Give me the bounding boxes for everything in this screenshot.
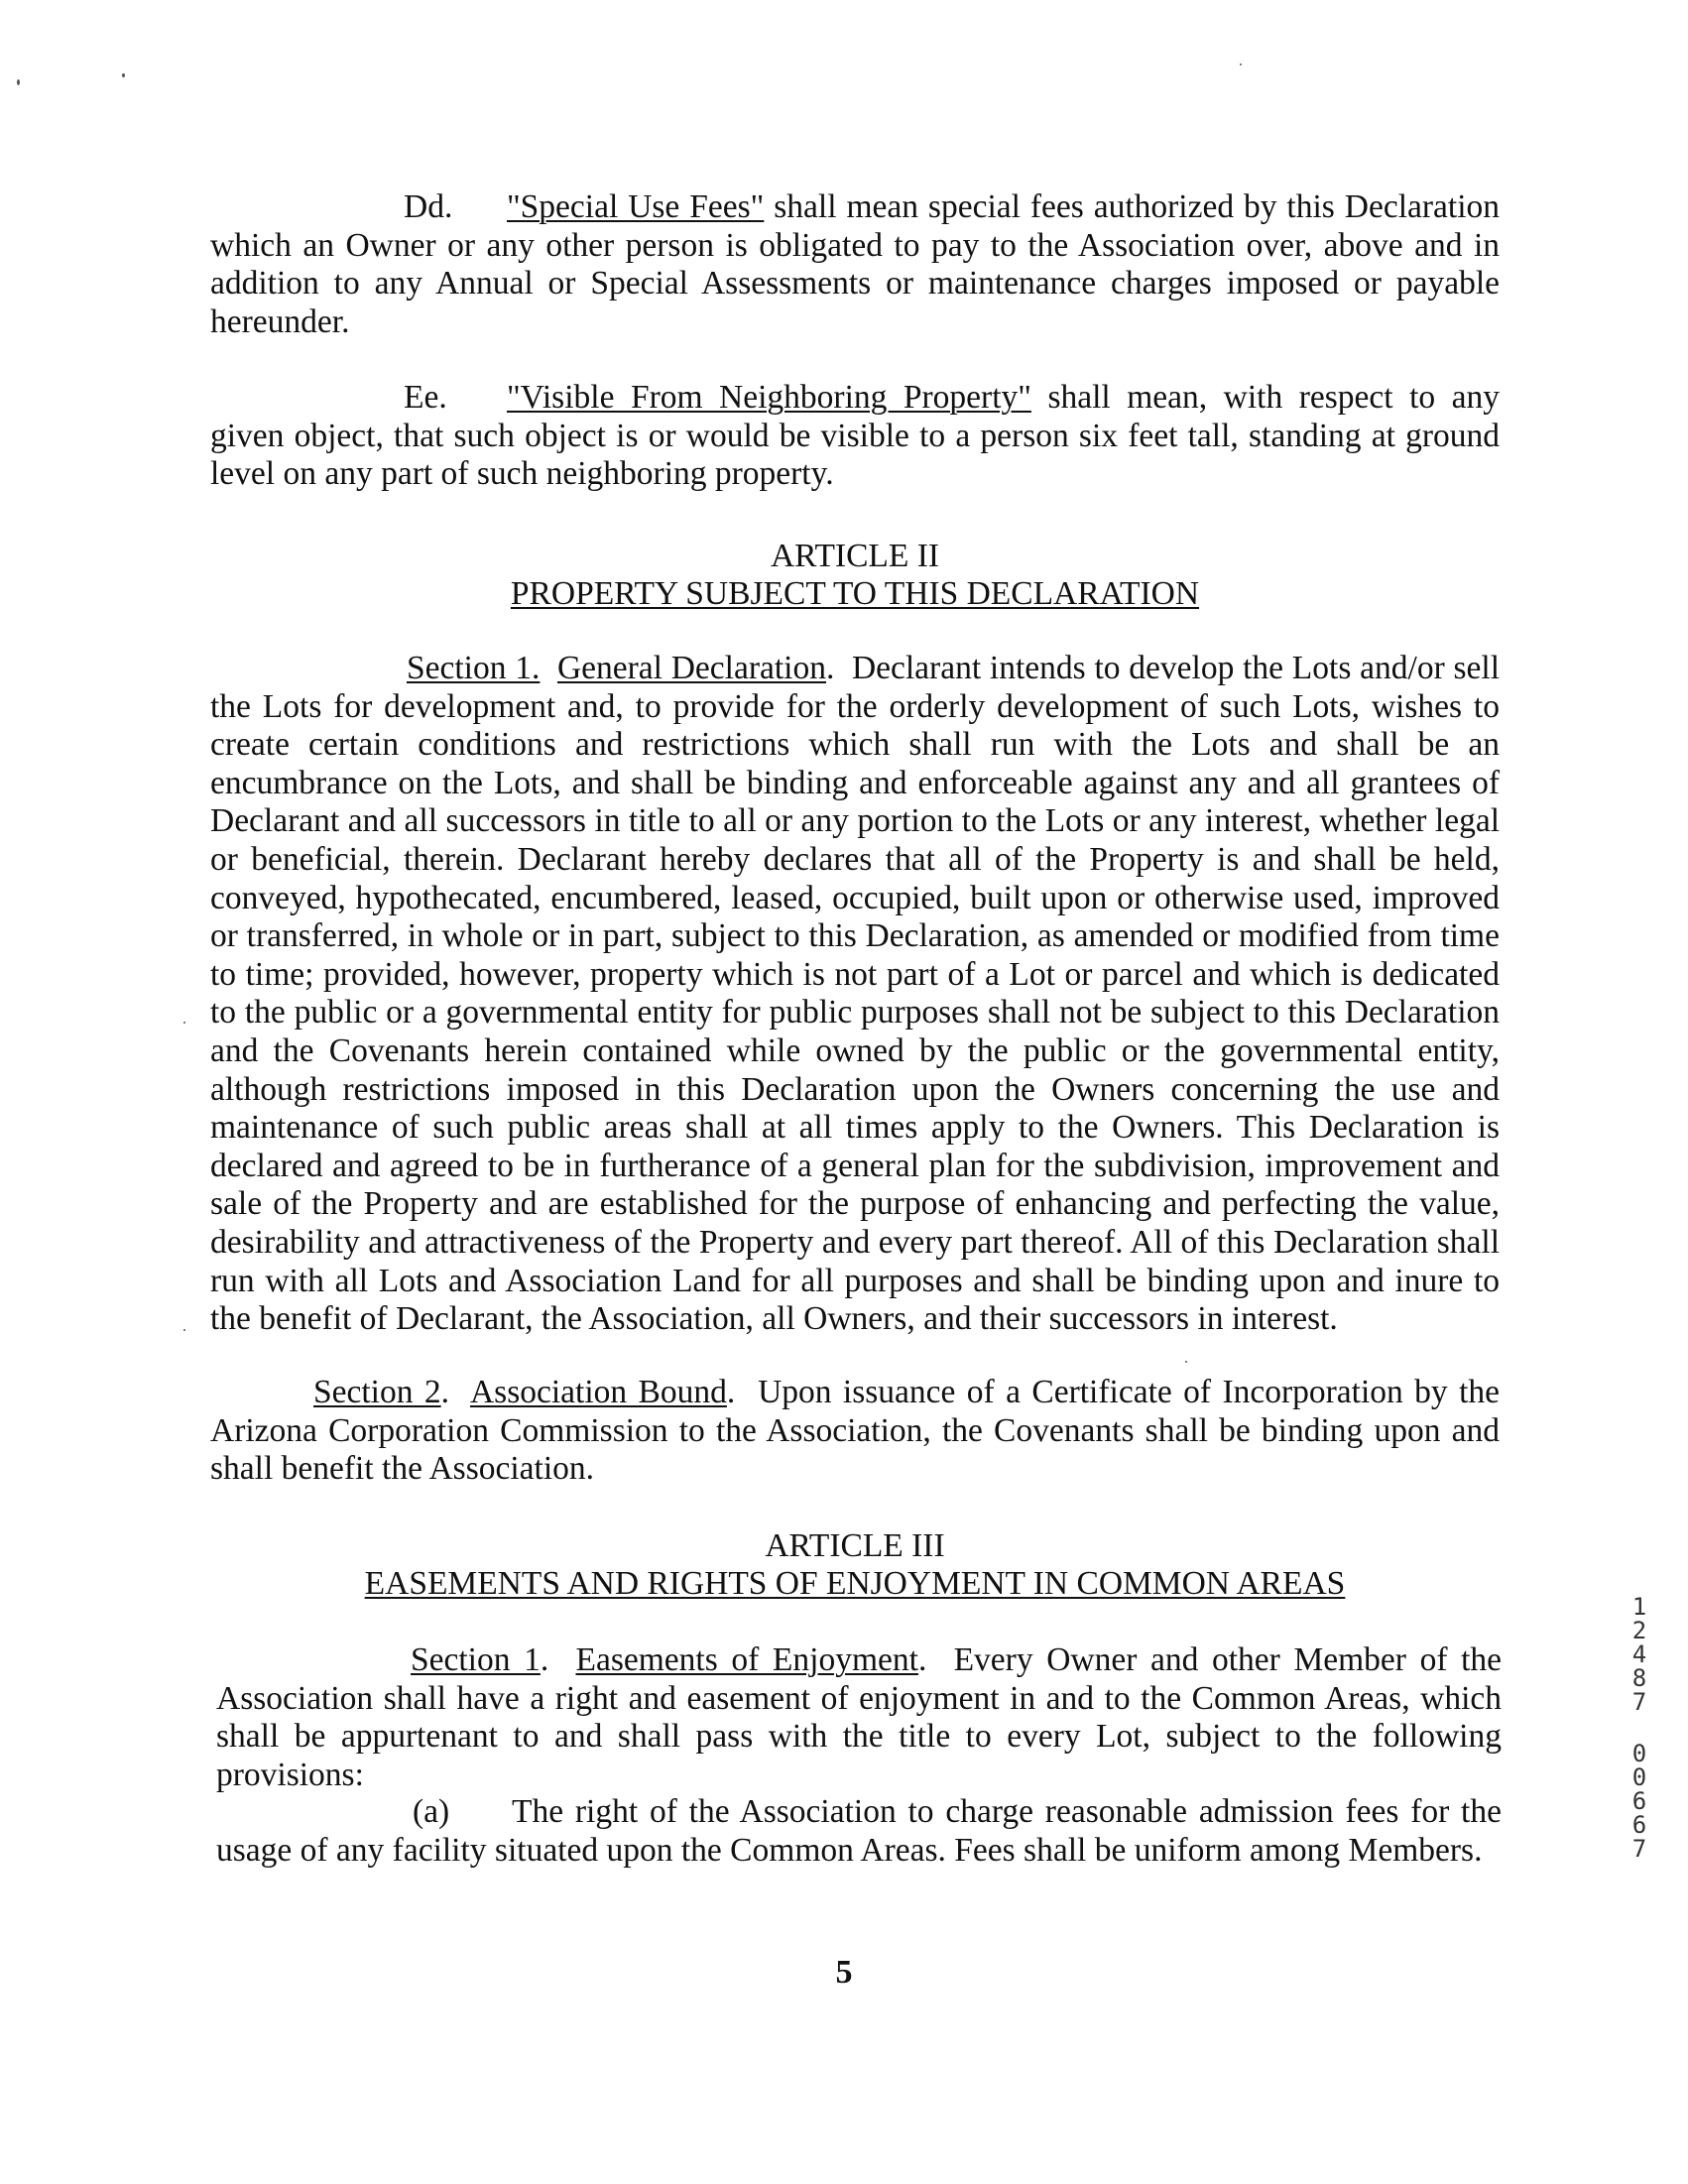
article-2-section-2: Section 2. Association Bound. Upon issuance of a Certificate of Incorporation by the Arizona Corporation Commission to the Association, the Covenants shall be binding upon and shall benefit the Association.: [210, 1374, 1501, 1488]
article-3-subtitle: EASEMENTS AND RIGHTS OF ENJOYMENT IN COMMON AREAS: [364, 1565, 1346, 1602]
definition-dd: [210, 188, 1500, 341]
definition-ee-text: shall mean, with respect to any given object, that such object is or would be visible to a person six feet tall, standing at ground level on any part of such neighboring property.: [210, 379, 1501, 493]
article-2-section-1-heading: General Declaration: [556, 650, 826, 686]
article-2-subtitle: PROPERTY SUBJECT TO THIS DECLARATION: [510, 575, 1200, 612]
scan-speck: [17, 79, 20, 85]
article-2-section-2-text: Upon issuance of a Certificate of Incorporation by the Arizona Corporation Commission to the Association, the Covenants shall be binding upon and shall benefit the Association.: [210, 1374, 1501, 1488]
definition-dd-text: shall mean special fees authorized by this Declaration which an Owner or any other person is obligated to pay to the Association over, above and in addition to any Annual or Special Assessments or maintenance charges imposed or payable hereunder.: [210, 188, 1501, 340]
article-3-item-a: [216, 1793, 1502, 1870]
article-3-item-a-label: (a): [413, 1793, 450, 1830]
article-2-title: ARTICLE II: [770, 538, 940, 574]
article-2-section-1-number: Section 1.: [407, 650, 541, 686]
article-3-section-1: Section 1. Easements of Enjoyment. Every Owner and other Member of the Association shall have a right and easement of enjoyment in and to the Common Areas, which shall be appurtenant to and shall pass with the title to every Lot, subject to the following provisions:: [216, 1641, 1503, 1793]
definition-ee-term: "Visible From Neighboring Property": [507, 379, 1031, 416]
definition-dd-number: Dd.: [404, 188, 453, 225]
definition-ee-number: Ee.: [404, 379, 447, 416]
scan-speck: [1185, 1361, 1187, 1363]
scan-speck: [122, 73, 125, 77]
scan-speck: [1240, 63, 1242, 65]
definition-dd-term: "Special Use Fees": [507, 188, 765, 225]
article-3-section-1-text: Every Owner and other Member of the Association shall have a right and easement of enjoyment in and to the Common Areas, which shall be appurtenant to and shall pass with the title to every Lot, subject to the following provisions:: [216, 1641, 1503, 1793]
article-2-section-2-heading: Association Bound: [469, 1374, 727, 1410]
article-2-section-1-text: Declarant intends to develop the Lots and/or sell the Lots for development and, to provide for the orderly development of such Lots, wishes to create certain conditions and restrictions which shall run with the Lots and shall be an encumbrance on the Lots, and shall be binding and enforceable against any and all grantees of Declarant and all successors in title to all or any portion to the Lots or any interest, whether legal or beneficial, therein. Declarant hereby declares that all of the Property is and shall be held, conveyed, hypothecated, encumbered, leased, occupied, built upon or otherwise used, improved or transferred, in whole or in part, subject to this Declaration, as amended or modified from time to time; provided, however, property which is not part of a Lot or parcel and which is dedicated to the public or a governmental entity for public purposes shall not be subject to this Declaration and the Covenants herein contained while owned by the public or the governmental entity, although restrictions imposed in this Declaration upon the Owners concerning the use and maintenance of such public areas shall at all times apply to the Owners. This Declaration is declared and agreed to be in furtherance of a general plan for the subdivision, improvement and sale of the Property and are established for the purpose of enhancing and perfecting the value, desirability and attractiveness of the Property and every part thereof. All of this Declaration shall run with all Lots and Association Land for all purposes and shall be binding upon and inure to the benefit of Declarant, the Association, all Owners, and their successors in interest.: [210, 650, 1501, 1338]
scan-speck: [183, 1329, 185, 1331]
article-3-title: ARTICLE III: [765, 1527, 945, 1564]
recording-stamp: 1 2 4 8 7 0 0 6 6 7: [1631, 1593, 1647, 1863]
scan-speck: [183, 1022, 185, 1024]
article-3-section-1-heading: Easements of Enjoyment: [575, 1641, 918, 1678]
definition-ee: [210, 379, 1500, 494]
page-number: 5: [835, 1954, 853, 1991]
article-2-section-1: Section 1. General Declaration. Declarant intends to develop the Lots and/or sell the Lots for development and, to provide for the orderly development of such Lots, wishes to create certain conditions and restrictions which shall run with the Lots and shall be an encumbrance on the Lots, and shall be binding and enforceable against any and all grantees of Declarant and all successors in title to all or any portion to the Lots or any interest, whether legal or beneficial, therein. Declarant hereby declares that all of the Property is and shall be held, conveyed, hypothecated, encumbered, leased, occupied, built upon or otherwise used, improved or transferred, in whole or in part, subject to this Declaration, as amended or modified from time to time; provided, however, property which is not part of a Lot or parcel and which is dedicated to the public or a governmental entity for public purposes shall not be subject to this Declaration and the Covenants herein contained while owned by the public or the governmental entity, although restrictions imposed in this Declaration upon the Owners concerning the use and maintenance of such public areas shall at all times apply to the Owners. This Declaration is declared and agreed to be in furtherance of a general plan for the subdivision, improvement and sale of the Property and are established for the purpose of enhancing and perfecting the value, desirability and attractiveness of the Property and every part thereof. All of this Declaration shall run with all Lots and Association Land for all purposes and shall be binding upon and inure to the benefit of Declarant, the Association, all Owners, and their successors in interest.: [210, 650, 1501, 1338]
article-2-section-2-number: Section 2: [313, 1374, 441, 1410]
article-3-section-1-number: Section 1: [411, 1641, 541, 1678]
article-3-item-a-text: The right of the Association to charge reasonable admission fees for the usage of any facility situated upon the Common Areas. Fees shall be uniform among Members.: [216, 1793, 1502, 1869]
